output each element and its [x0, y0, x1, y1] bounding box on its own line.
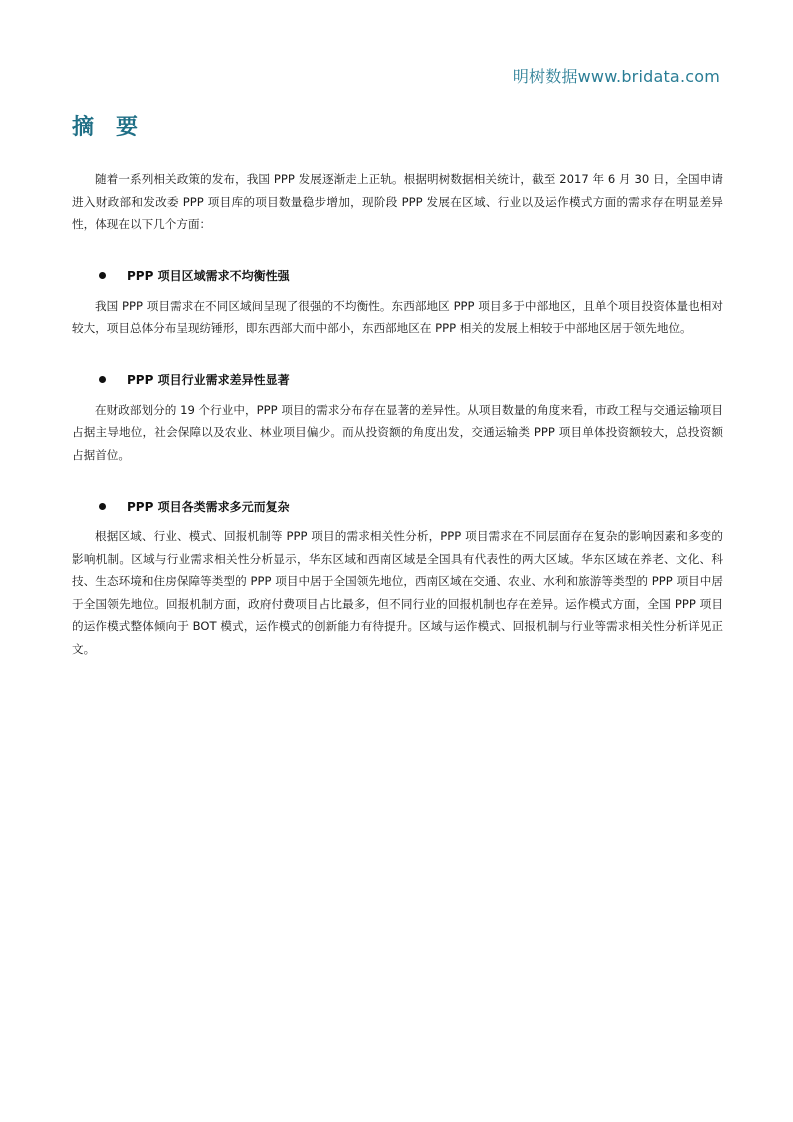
document-body — [72, 168, 723, 660]
section-paragraph: 我国 PPP 项目需求在不同区域间呈现了很强的不均衡性。东西部地区 PPP 项目多于中部地区，且单个项目投资体量也相对较大，项目总体分布呈现纺锤形，即东西部大而中部小，东西部地区在 PPP 相关的发展上相较于中部地区居于领先地位。 — [72, 298, 723, 335]
intro-paragraph: 随着一系列相关政策的发布，我国 PPP 发展逐渐走上正轨。根据明树数据相关统计，截至 2017 年 6 月 30 日，全国申请进入财政部和发改委 PPP 项目库的项目数量稳步增加，现阶段 PPP 发展在区域、行业以及运作模式方面的需求存在明显差异性，体现在以下几个方面： — [72, 172, 723, 231]
bullet-icon — [99, 272, 106, 279]
bullet-icon — [99, 503, 106, 510]
section-heading — [99, 495, 723, 517]
page-title: 摘要 — [72, 115, 161, 140]
bullet-icon — [99, 376, 106, 383]
section-industry-demand — [72, 369, 723, 467]
section-diverse-demand — [72, 495, 723, 660]
header-brand: 明树数据www.bridata.com — [512, 67, 720, 86]
section-heading-text: PPP 项目区域需求不均衡性强 — [127, 269, 290, 283]
section-heading-text: PPP 项目各类需求多元而复杂 — [127, 499, 290, 514]
section-paragraph: 在财政部划分的 19 个行业中，PPP 项目的需求分布存在显著的差异性。从项目数量的角度来看，市政工程与交通运输项目占据主导地位，社会保障以及农业、林业项目偏少。而从投资额的角度出发，交通运输类 PPP 项目单体投资额较大，总投资额占据首位。 — [72, 402, 723, 462]
section-regional-demand — [72, 265, 723, 340]
section-paragraph: 根据区域、行业、模式、回报机制等 PPP 项目的需求相关性分析，PPP 项目需求在不同层面存在复杂的影响因素和多变的影响机制。区域与行业需求相关性分析显示，华东区域和西南区域是全国具有代表性的两大区域。华东区域在养老、文化、科技、生态环境和住房保障等类型的 PPP 项目中居于全国领先地位，西南区域在交通、农业、水利和旅游等类型的 PPP 项目中居于全国领先地位。回报机制方面，政府付费项目占比最多，但不同行业的回报机制也存在差异。运作模式方面，全国 PPP 项目的运作模式整体倾向于 BOT 模式，运作模式的创新能力有待提升。区域与运作模式、回报机制与行业等需求相关性分析详见正文。 — [72, 529, 723, 656]
section-heading — [99, 265, 723, 287]
section-heading — [99, 369, 723, 391]
section-heading-text: PPP 项目行业需求差异性显著 — [127, 373, 290, 387]
